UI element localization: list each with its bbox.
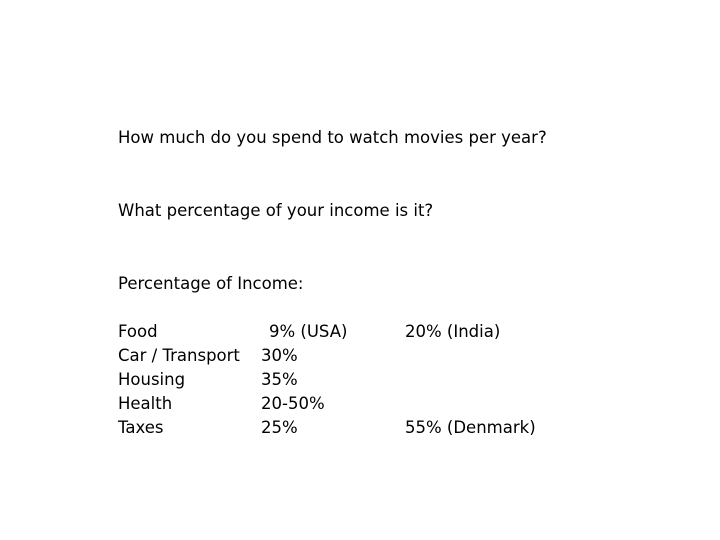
- row-category: Health: [118, 394, 173, 413]
- row-value: 20-50%: [261, 394, 325, 413]
- row-category: Taxes: [118, 418, 164, 437]
- row-comparison: 55% (Denmark): [405, 418, 536, 437]
- row-category: Food: [118, 322, 158, 341]
- row-category: Housing: [118, 370, 186, 389]
- row-value: 9% (USA): [269, 322, 348, 341]
- row-value: 30%: [261, 346, 298, 365]
- row-comparison: 20% (India): [405, 322, 501, 341]
- row-value: 25%: [261, 418, 298, 437]
- question-movie-spend: How much do you spend to watch movies per year?: [118, 128, 547, 147]
- row-category: Car / Transport: [118, 346, 240, 365]
- income-table-heading: Percentage of Income:: [118, 274, 304, 293]
- question-income-percentage: What percentage of your income is it?: [118, 201, 434, 220]
- row-value: 35%: [261, 370, 298, 389]
